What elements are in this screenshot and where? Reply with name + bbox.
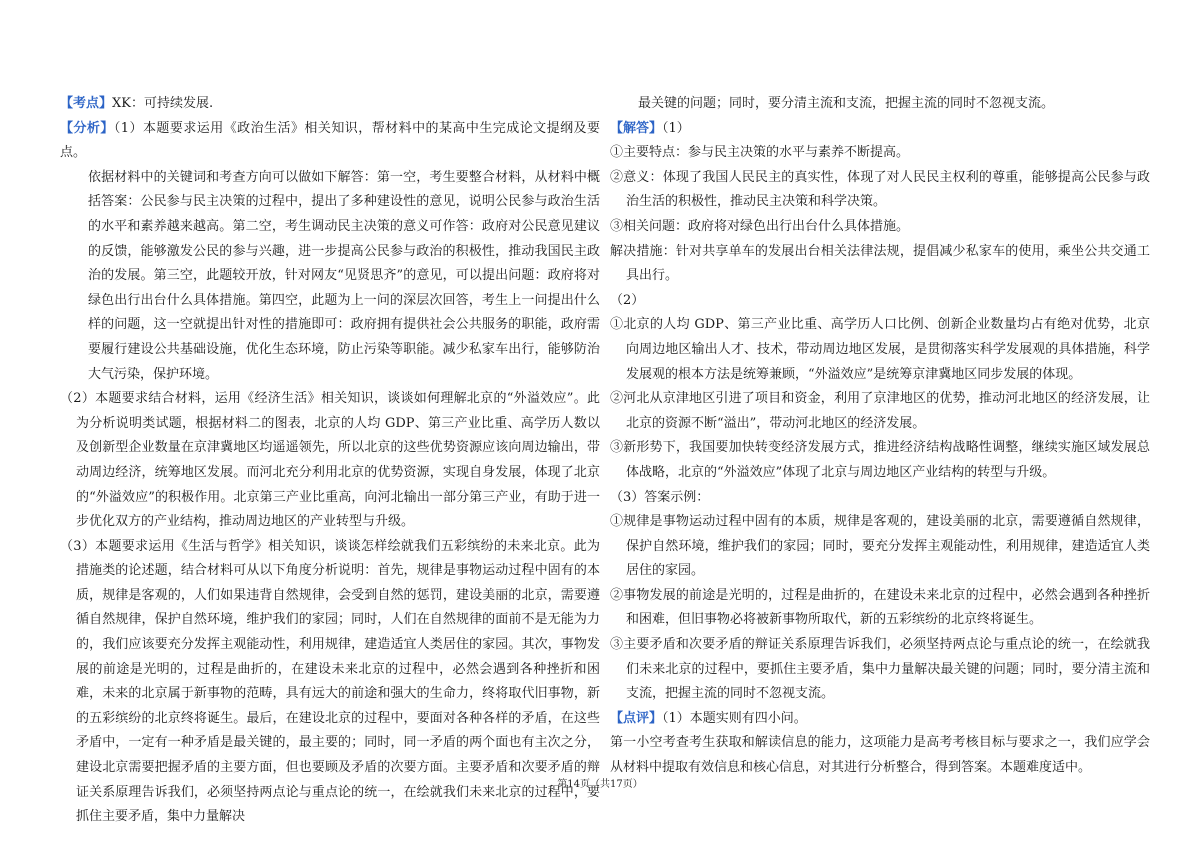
fenxi-line (60, 117, 600, 166)
question-2-label: （2） (610, 292, 645, 308)
dianping-line (610, 707, 1150, 732)
continued-text: 最关键的问题；同时，要分清主流和支流，把握主流的同时不忽视支流。 (638, 96, 1055, 111)
dianping-body: 第一小空考查考生获取和解读信息的能力，这项能力是高考考核目标与要求之一，我们应学会从材料中提取有效信息和核心信息，对其进行分析整合，得到答案。本题难度适中。 (610, 735, 1150, 776)
kaodian-tag: 【考点】 (60, 96, 113, 111)
right-column (610, 92, 1150, 781)
answer-1-1: ①主要特点：参与民主决策的水平与素养不断提高。 (610, 145, 910, 161)
page-footer: 第14页（共17页） (557, 779, 643, 790)
answer-2-3: ③新形势下，我国要加快转变经济发展方式，推进经济结构战略性调整，继续实施区域发展总体战略，北京的“外溢效应”体现了北京与周边地区产业结构的转型与升级。 (610, 440, 1150, 480)
answer-2-2: ②河北从京津地区引进了项目和资金，利用了京津地区的优势，推动河北地区的经济发展，让北京的资源不断“溢出”，带动河北地区的经济发展。 (610, 391, 1150, 431)
dianping-head: （1）本题实则有四小问。 (662, 710, 807, 726)
fenxi-p2: （2）本题要求结合材料，运用《经济生活》相关知识，谈谈如何理解北京的“外溢效应”。此为分析说明类试题，根据材料二的图表，北京的人均 GDP、第三产业比重、高学历人数以及创新型企业数量在京津冀地区均遥遥领先，所以北京的这些优势资源应该向周边输出，带动周边经济，统筹地区发展。而河北充分利用北京的优势资源，实现自身发展，体现了北京的“外溢效应”的积极作用。北京第三产业比重高，向河北输出一部分第三产业，有助于进一步优化双方的产业结构，推动周边地区的产业转型与升级。 (60, 391, 600, 530)
answer-3-2: ②事物发展的前途是光明的，过程是曲折的，在建设未来北京的过程中，必然会遇到各种挫折和困难，但旧事物必将被新事物所取代，新的五彩缤纷的北京终将诞生。 (610, 587, 1150, 628)
answer-3-3: ③主要矛盾和次要矛盾的辩证关系原理告诉我们，必须坚持两点论与重点论的统一，在绘就我们未来北京的过程中，要抓住主要矛盾，集中力量解决最关键的问题；同时，要分清主流和支流，把握主流的同时不忽视支流。 (610, 637, 1150, 702)
kaodian-line (60, 92, 600, 117)
answer-1-2: ②意义：体现了我国人民民主的真实性，体现了对人民民主权利的尊重，能够提高公民参与政治生活的积极性，推动民主决策和科学决策。 (610, 169, 1150, 210)
jieda-q1: （1） (662, 120, 690, 136)
kaodian-text: XK：可持续发展. (112, 96, 214, 111)
answer-1-4: 解决措施：针对共享单车的发展出台相关法律法规，提倡减少私家车的使用，乘坐公共交通工具出行。 (610, 243, 1150, 284)
question-3-label: （3）答案示例： (610, 489, 710, 505)
fenxi-p1-head: （1）本题要求运用《政治生活》相关知识，帮材料中的某高中生完成论文提纲及要点。 (60, 120, 600, 161)
fenxi-p3: （3）本题要求运用《生活与哲学》相关知识，谈谈怎样绘就我们五彩缤纷的未来北京。此为措施类的论述题，结合材料可从以下角度分析说明：首先，规律是事物运动过程中固有的本质，规律是客观的，人们如果违背自然规律，会受到自然的惩罚，建设美丽的北京，需要遵循自然规律，保护自然环境，维护我们的家园；同时，人们在自然规律的面前不是无能为力的，我们应该要充分发挥主观能动性，利用规律，建造适宜人类居住的家园。其次，事物发展的前途是光明的，过程是曲折的，在建设未来北京的过程中，必然会遇到各种挫折和困难，未来的北京属于新事物的范畴，具有远大的前途和强大的生命力，终将取代旧事物，新的五彩缤纷的北京终将诞生。最后，在建设北京的过程中，要面对各种各样的矛盾，在这些矛盾中，一定有一种矛盾是最关键的，最主要的；同时，同一矛盾的两个面也有主次之分，建设北京需要把握矛盾的主要方面，但也要顾及矛盾的次要方面。主要矛盾和次要矛盾的辩证关系原理告诉我们，必须坚持两点论与重点论的统一，在绘就我们未来北京的过程中，要抓住主要矛盾，集中力量解决 (60, 538, 600, 825)
dianping-tag: 【点评】 (610, 710, 663, 726)
answer-3-1: ①规律是事物运动过程中固有的本质，规律是客观的，建设美丽的北京，需要遵循自然规律，保护自然环境，维护我们的家园；同时，要充分发挥主观能动性，利用规律，建造适宜人类居住的家园。 (610, 514, 1150, 579)
answer-1-3: ③相关问题：政府将对绿色出行出台什么具体措施。 (610, 218, 910, 234)
jieda-line (610, 117, 1150, 142)
left-column (60, 92, 600, 830)
fenxi-tag: 【分析】 (60, 120, 114, 136)
fenxi-p1-body: 依据材料中的关键词和考查方向可以做如下解答：第一空，考生要整合材料，从材料中概括答案：公民参与民主决策的过程中，提出了多种建设性的意见，说明公民参与政治生活的水平和素养越来越高。第二空，考生调动民主决策的意义可作答：政府对公民意见建议的反馈，能够激发公民的参与兴趣，进一步提高公民参与政治的积极性，推动我国民主政治的发展。第三空，此题较开放，针对网友“见贤思齐”的意见，可以提出问题：政府将对绿色出行出台什么具体措施。第四空，此题为上一问的深层次回答，考生上一问提出什么样的问题，这一空就提出针对性的措施即可：政府拥有提供社会公共服务的职能，政府需要履行建设公共基础设施，优化生态环境，防止污染等职能。减少私家车出行，能够防治大气污染，保护环境。 (88, 169, 600, 382)
answer-2-1: ①北京的人均 GDP、第三产业比重、高学历人口比例、创新企业数量均占有绝对优势，北京向周边地区输出人才、技术，带动周边地区发展，是贯彻落实科学发展观的具体措施，科学发展观的根本方法是统筹兼顾，“外溢效应”是统筹京津冀地区同步发展的体现。 (610, 317, 1150, 382)
jieda-tag: 【解答】 (610, 120, 663, 136)
